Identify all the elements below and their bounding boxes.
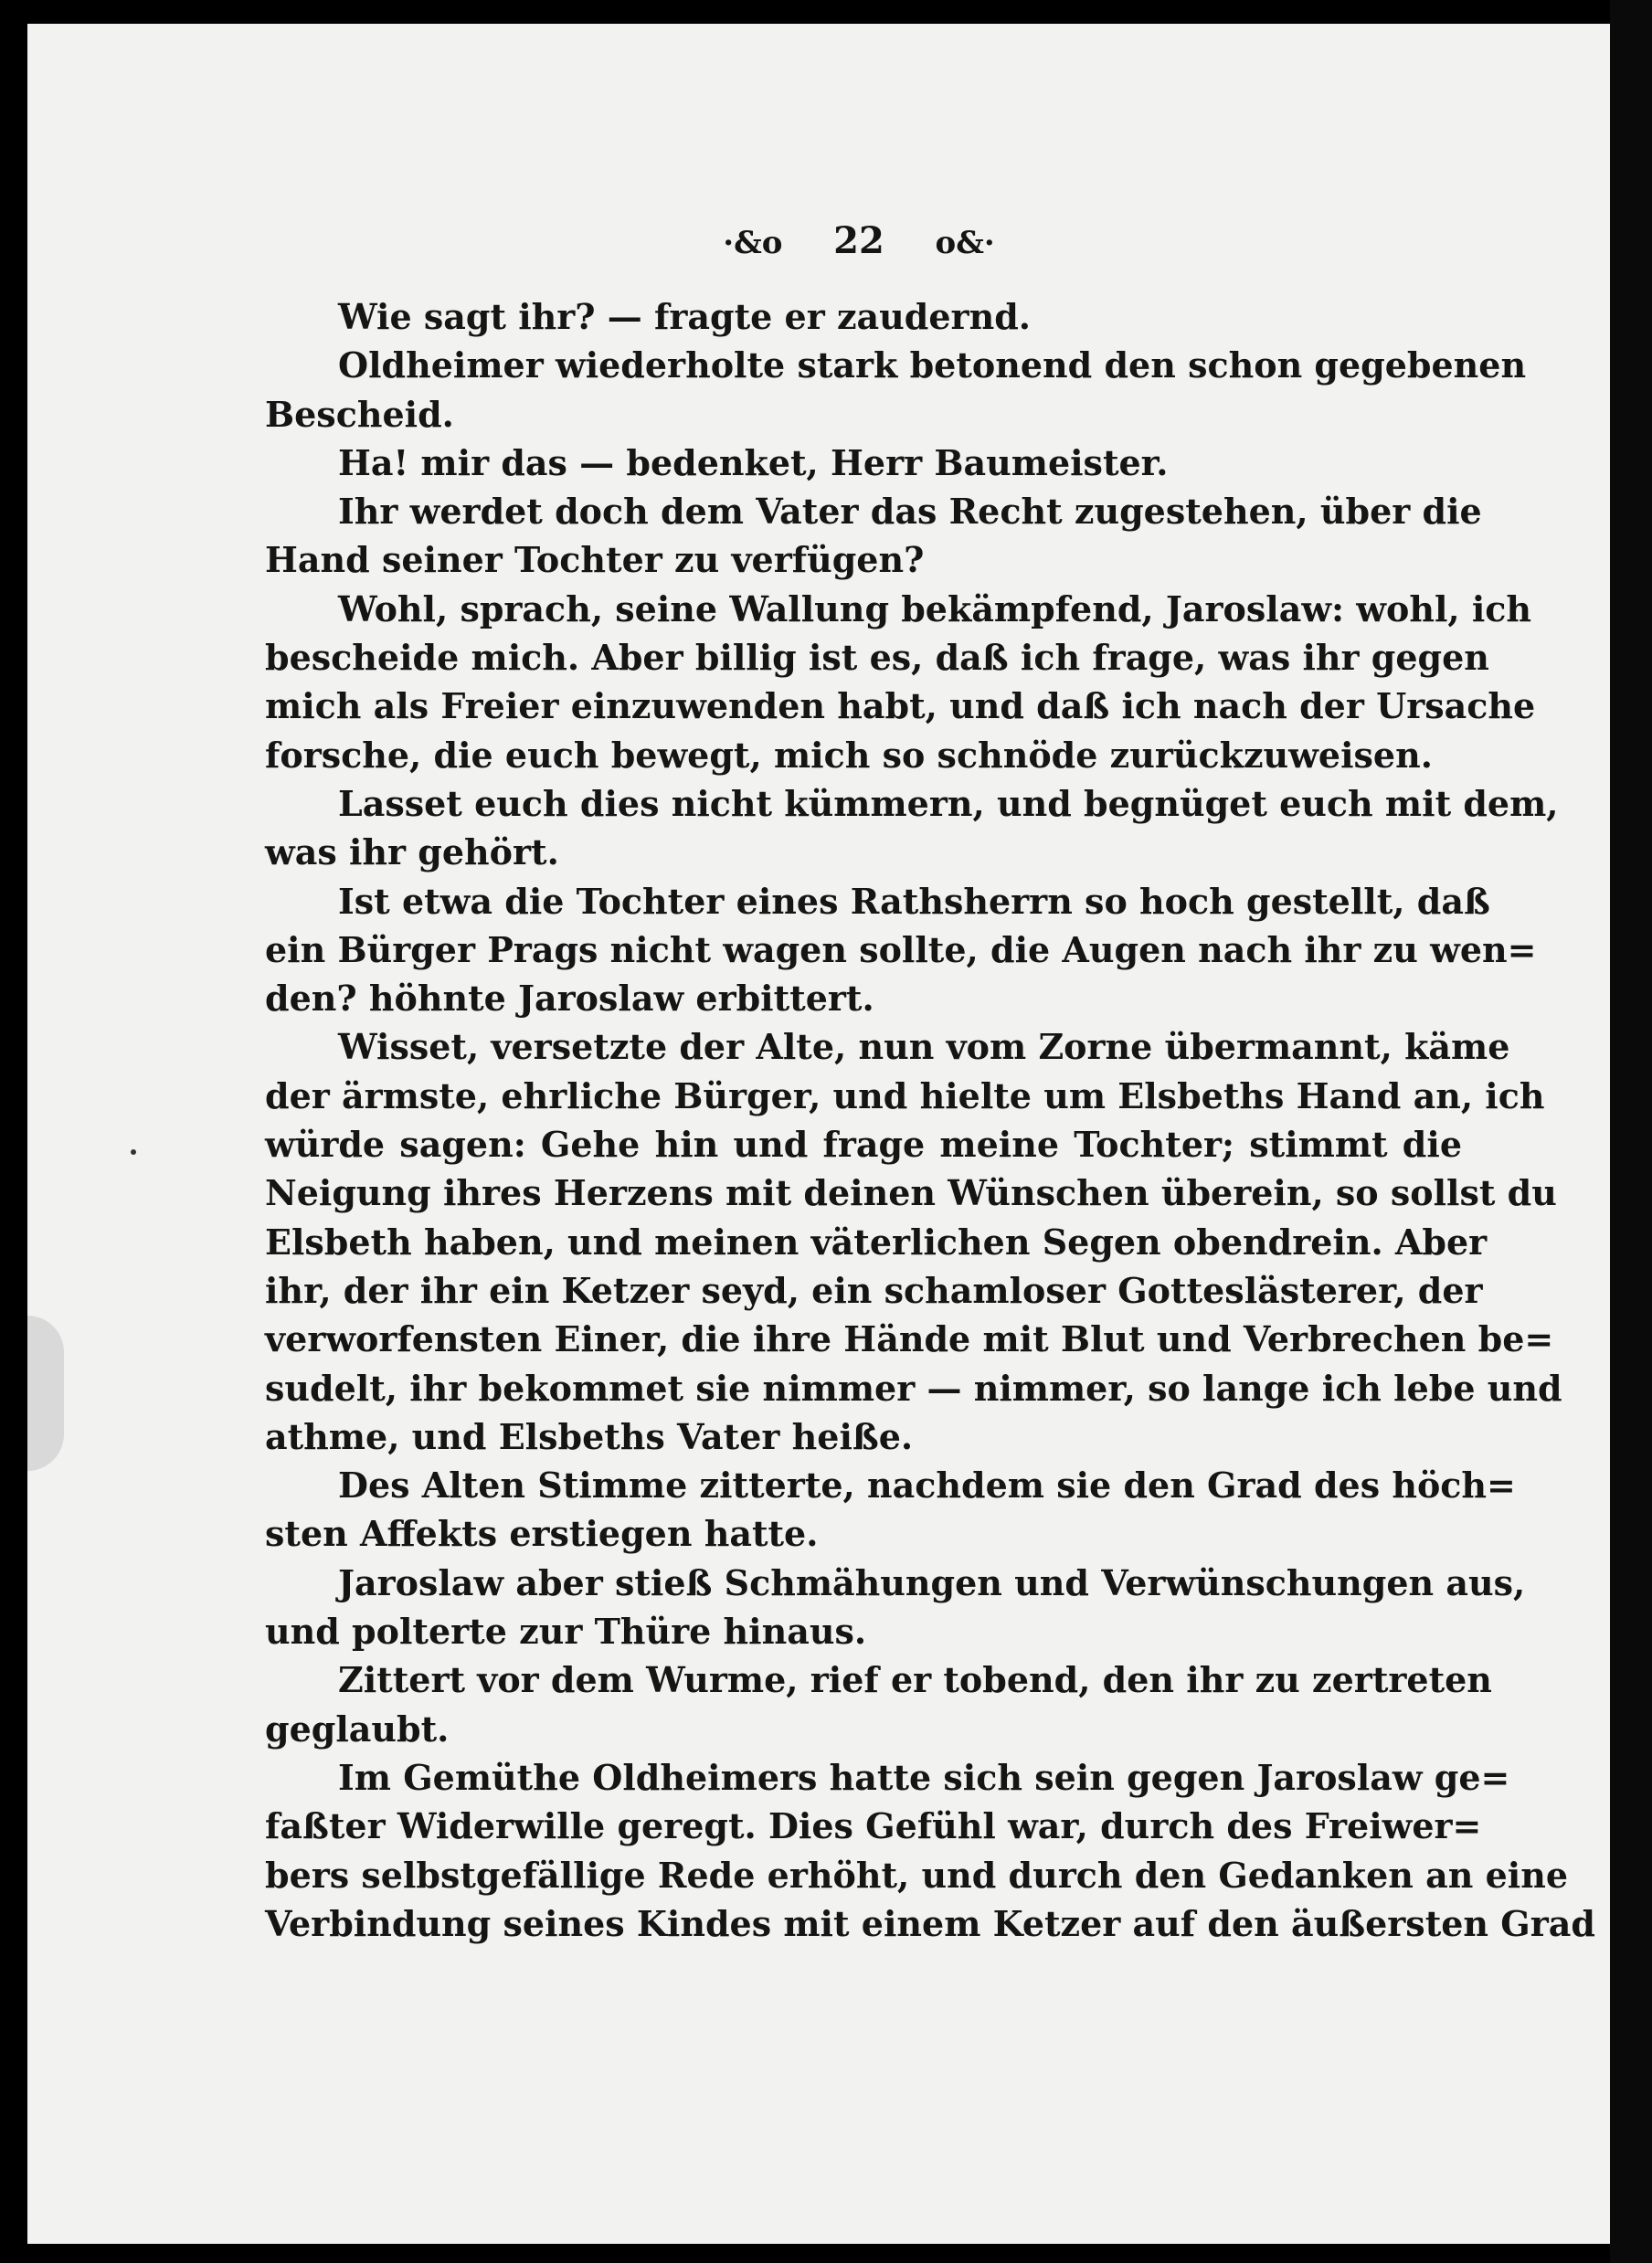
- body-text: [265, 292, 1595, 1948]
- text-line: was ihr gehört.: [265, 831, 559, 873]
- text-line: Elsbeth haben, und meinen väterlichen Segen obendrein. Aber: [265, 1221, 1488, 1263]
- text-line: Lasset euch dies nicht kümmern, und begnüget euch mit dem,: [338, 782, 1559, 824]
- text-line: athme, und Elsbeths Vater heiße.: [265, 1415, 914, 1457]
- text-line: bescheide mich. Aber billig ist es, daß ich frage, was ihr gegen: [265, 637, 1489, 679]
- text-line: Neigung ihres Herzens mit deinen Wünschen überein, so sollst du: [265, 1172, 1557, 1214]
- text-line: sten Affekts erstiegen hatte.: [265, 1513, 819, 1555]
- text-line: Wie sagt ihr? — fragte er zaudernd.: [338, 296, 1031, 337]
- text-line: ihr, der ihr ein Ketzer seyd, ein schamloser Gotteslästerer, der: [265, 1269, 1483, 1311]
- text-line: würde sagen: Gehe hin und frage meine Tochter; stimmt die: [265, 1124, 1462, 1166]
- text-line: Ist etwa die Tochter eines Rathsherrn so hoch gestellt, daß: [338, 880, 1490, 922]
- text-line: Zittert vor dem Wurme, rief er tobend, den ihr zu zertreten: [338, 1659, 1492, 1701]
- page-header: [713, 219, 1005, 274]
- text-line: Hand seiner Tochter zu verfügen?: [265, 539, 925, 581]
- ink-speck: [131, 1149, 136, 1155]
- text-line: ein Bürger Prags nicht wagen sollte, die Augen nach ihr zu wen=: [265, 928, 1537, 970]
- text-line: Ihr werdet doch dem Vater das Recht zugestehen, über die: [338, 491, 1482, 533]
- text-line: Jaroslaw aber stieß Schmähungen und Verwünschungen aus,: [338, 1561, 1526, 1603]
- text-line: Verbindung seines Kindes mit einem Ketzer auf den äußersten Grad: [265, 1902, 1595, 1944]
- text-line: Ha! mir das — bedenket, Herr Baumeister.: [338, 441, 1169, 483]
- page-number: 22: [833, 219, 884, 262]
- text-line: verworfensten Einer, die ihre Hände mit Blut und Verbrechen be=: [265, 1318, 1554, 1360]
- text-line: faßter Widerwille geregt. Dies Gefühl war, durch des Freiwer=: [265, 1805, 1482, 1847]
- text-line: Wohl, sprach, seine Wallung bekämpfend, Jaroslaw: wohl, ich: [338, 587, 1532, 629]
- ornament-left-icon: ·&o: [723, 225, 783, 261]
- text-line: Im Gemüthe Oldheimers hatte sich sein gegen Jaroslaw ge=: [338, 1756, 1510, 1798]
- text-line: sudelt, ihr bekommet sie nimmer — nimmer, so lange ich lebe und: [265, 1367, 1562, 1409]
- text-line: forsche, die euch bewegt, mich so schnöde zurückzuweisen.: [265, 734, 1433, 776]
- text-line: bers selbstgefällige Rede erhöht, und durch den Gedanken an eine: [265, 1854, 1569, 1896]
- text-line: Des Alten Stimme zitterte, nachdem sie den Grad des höch=: [338, 1465, 1516, 1507]
- text-line: und polterte zur Thüre hinaus.: [265, 1611, 867, 1653]
- text-line: der ärmste, ehrliche Bürger, und hielte um Elsbeths Hand an, ich: [265, 1074, 1545, 1116]
- text-line: den? höhnte Jaroslaw erbittert.: [265, 978, 874, 1020]
- text-line: mich als Freier einzuwenden habt, und daß ich nach der Ursache: [265, 685, 1536, 727]
- ornament-right-icon: o&·: [935, 225, 995, 261]
- page-edge-shadow: [1610, 0, 1652, 2263]
- text-line: Wisset, versetzte der Alte, nun vom Zorne übermannt, käme: [338, 1026, 1510, 1068]
- thumb-smudge: [27, 1316, 64, 1471]
- text-line: Oldheimer wiederholte stark betonend den schon gegebenen: [338, 344, 1527, 386]
- text-line: Bescheid.: [265, 393, 454, 435]
- text-line: geglaubt.: [265, 1708, 450, 1750]
